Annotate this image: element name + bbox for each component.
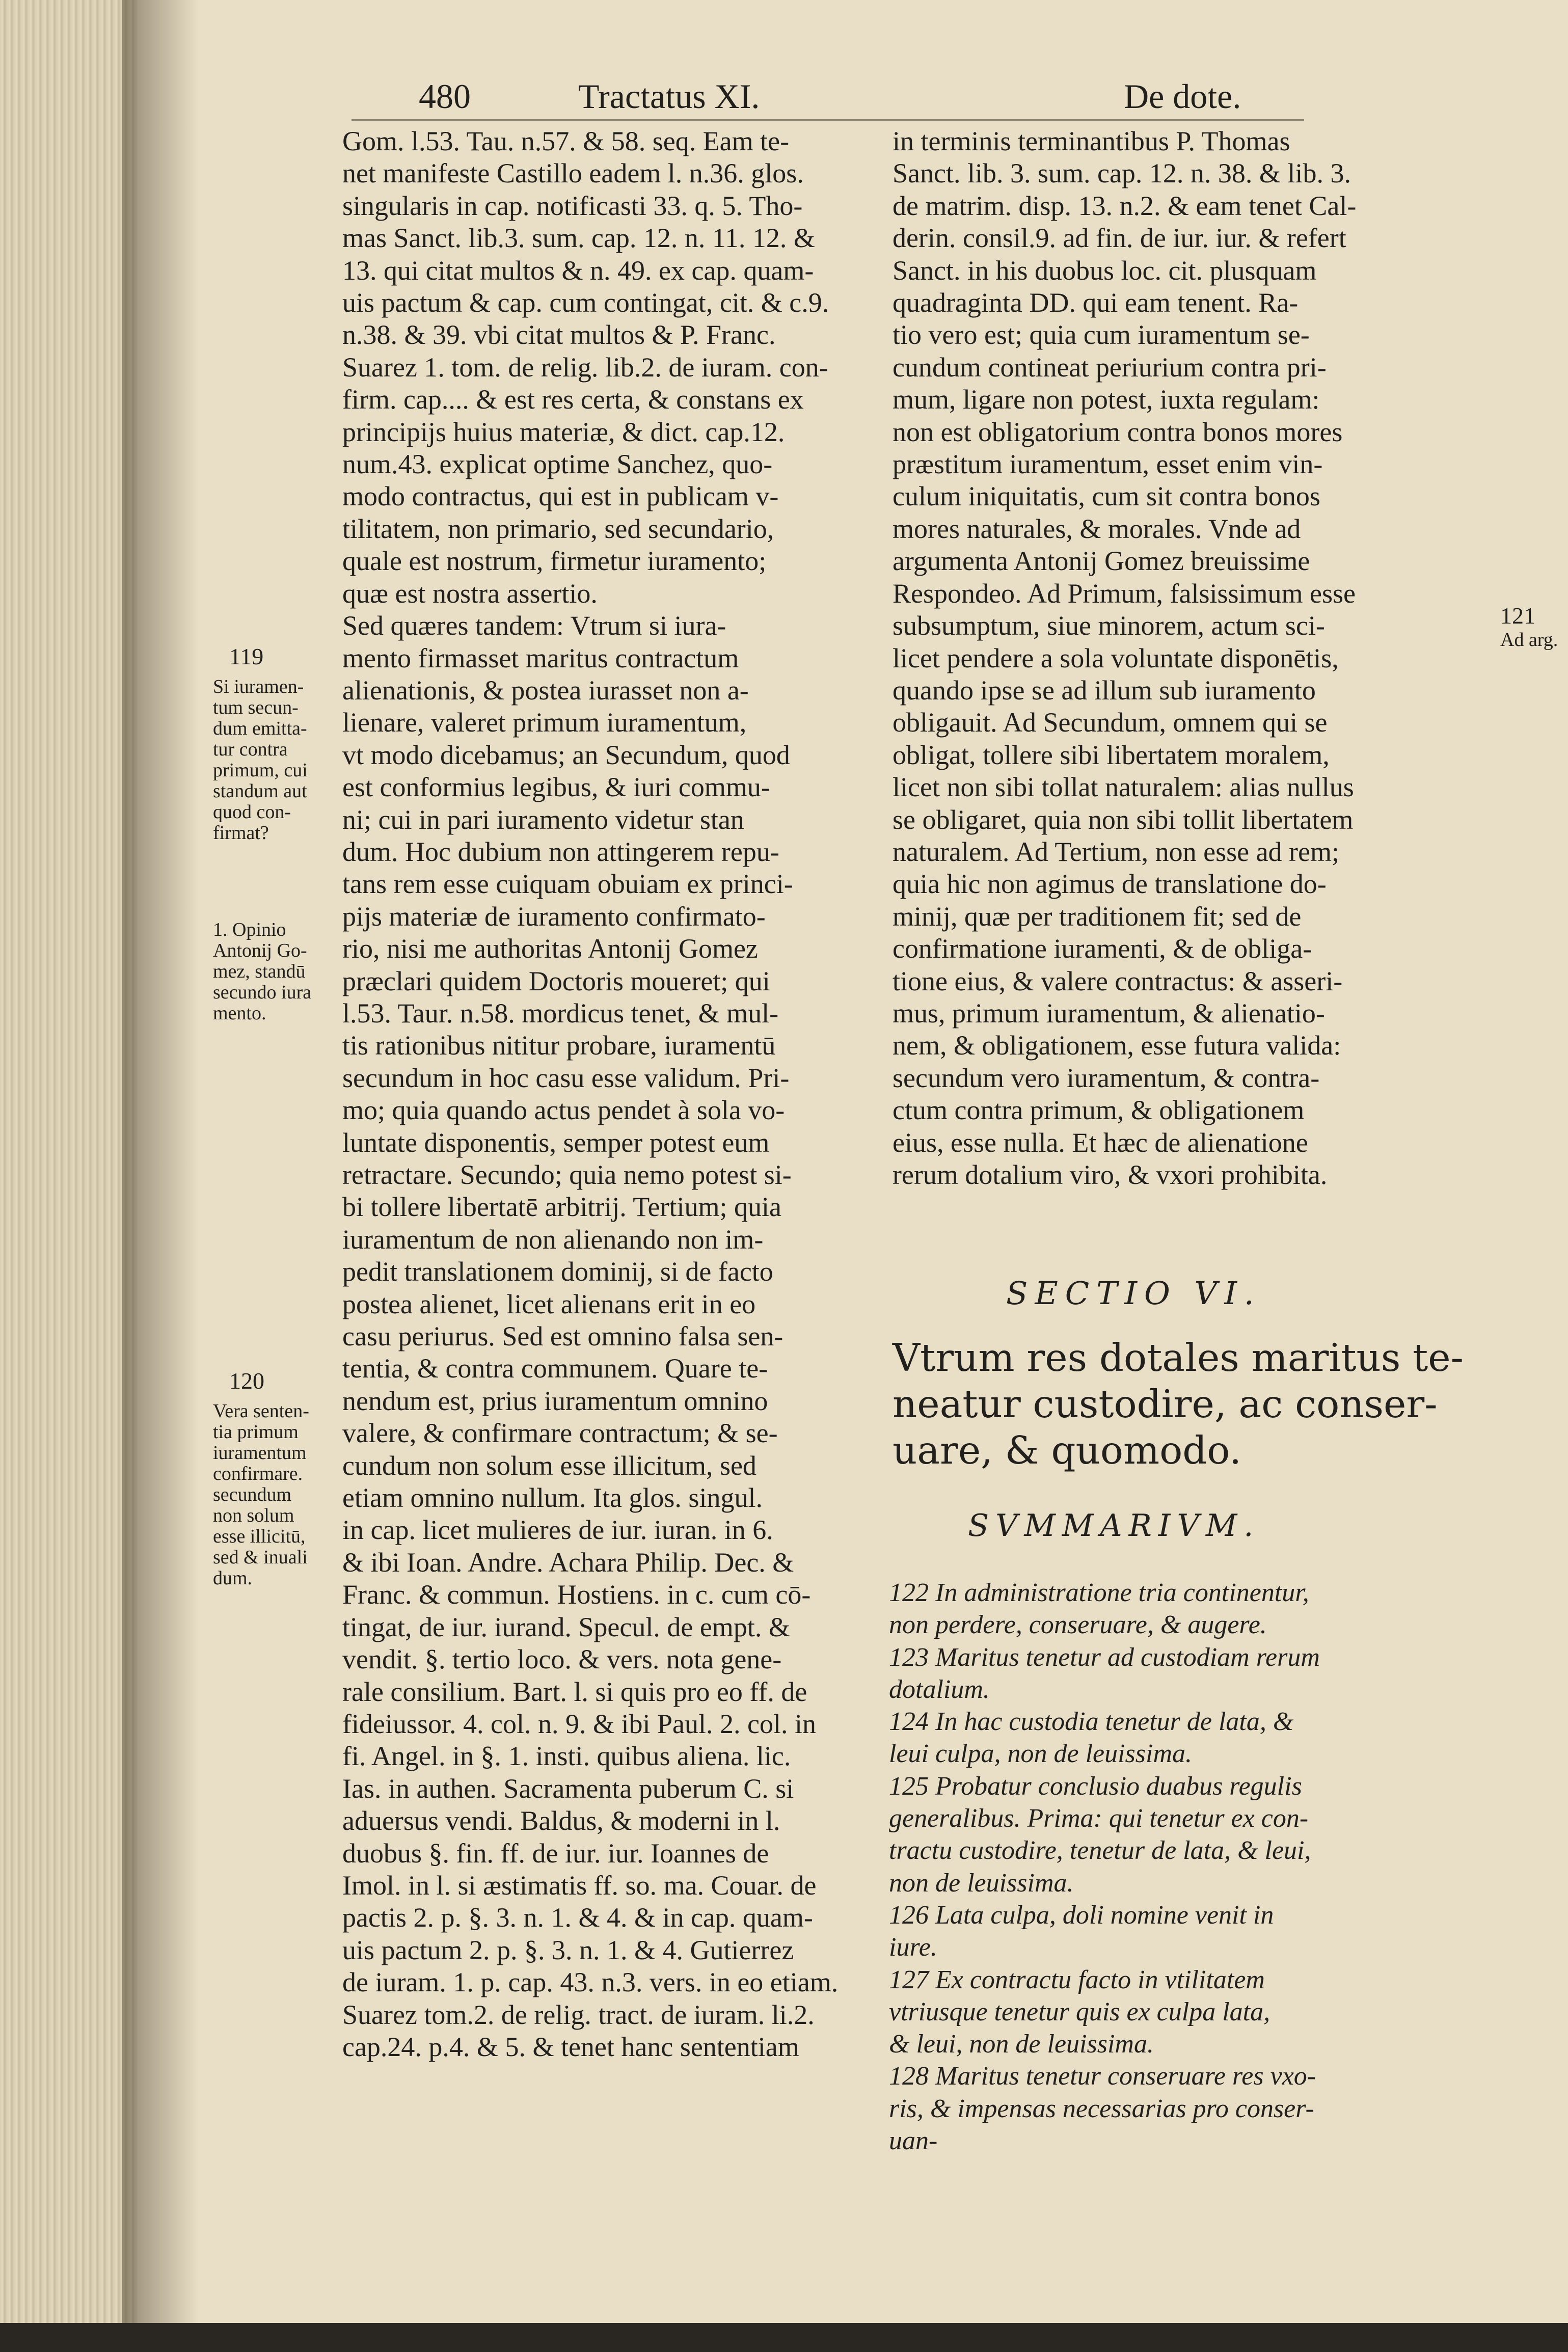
text-line: mus, primum iuramentum, & alienatio-: [893, 997, 1325, 1029]
text-line: valere, & confirmare contractum; & se-: [342, 1418, 778, 1449]
text-line: net manifeste Castillo eadem l. n.36. glos.: [342, 158, 804, 189]
margin-number-120: 120: [229, 1368, 264, 1394]
text-line: cundum contineat periurium contra pri-: [893, 352, 1327, 383]
text-line: culum iniquitatis, cum sit contra bonos: [893, 481, 1320, 512]
summary-line: 127 Ex contractu facto in vtilitatem: [889, 1965, 1265, 1994]
text-line: alienationis, & postea iurasset non a-: [342, 674, 749, 706]
margin-note-line: primum, cui: [213, 760, 308, 781]
text-line: tans rem esse cuiquam obuiam ex princi-: [342, 869, 793, 900]
margin-note-line: mento.: [213, 1003, 266, 1024]
margin-note-line: secundo iura: [213, 982, 312, 1003]
text-line: licet non sibi tollat naturalem: alias nullus: [893, 772, 1354, 803]
text-line: singularis in cap. notificasti 33. q. 5. Tho-: [342, 190, 803, 221]
text-line: Imol. in l. si æstimatis ff. so. ma. Couar. de: [342, 1870, 817, 1901]
text-line: tione eius, & valere contractus: & asseri-: [893, 965, 1343, 996]
margin-note-line: Si iuramen-: [213, 676, 304, 697]
text-line: num.43. explicat optime Sanchez, quo-: [342, 449, 773, 480]
text-line: minij, quæ per traditionem fit; sed de: [893, 901, 1302, 932]
text-line: rerum dotalium viro, & vxori prohibita.: [893, 1159, 1328, 1190]
text-line: in terminis terminantibus P. Thomas: [893, 126, 1290, 156]
summary-line: ris, & impensas necessarias pro conser-: [889, 2094, 1314, 2123]
summary-line: leui culpa, non de leuissima.: [889, 1739, 1193, 1769]
text-line: præstitum iuramentum, esset enim vin-: [893, 449, 1323, 480]
text-line: duobus §. fin. ff. de iur. iur. Ioannes de: [342, 1837, 769, 1869]
text-line: non est obligatorium contra bonos mores: [893, 416, 1343, 447]
text-line: mum, ligare non potest, iuxta regulam:: [893, 384, 1320, 415]
text-line: nendum est, prius iuramentum omnino: [342, 1385, 768, 1416]
text-line: Sed quæres tandem: Vtrum si iura-: [342, 610, 726, 641]
text-line: licet pendere a sola voluntate disponētis,: [893, 642, 1339, 673]
summary-heading: SVMMARIVM.: [968, 1508, 1260, 1544]
text-line: n.38. & 39. vbi citat multos & P. Franc.: [342, 319, 776, 350]
text-line: quando ipse se ad illum sub iuramento: [893, 674, 1316, 706]
text-line: pedit translationem dominij, si de facto: [342, 1256, 773, 1287]
text-line: cundum non solum esse illicitum, sed: [342, 1450, 756, 1481]
section-title: [893, 1335, 1464, 1474]
text-line: lienare, valeret primum iuramentum,: [342, 707, 747, 738]
page-stack-edge: [0, 0, 138, 2352]
text-line: secundum vero iuramentum, & contra-: [893, 1062, 1320, 1093]
margin-note-120: [213, 1401, 309, 1589]
summary-line: iure.: [889, 1933, 937, 1962]
text-line: modo contractus, qui est in publicam v-: [342, 481, 779, 512]
text-line: retractare. Secundo; quia nemo potest si-: [342, 1159, 792, 1190]
margin-note-line: 1. Opinio: [213, 919, 286, 940]
margin-note-line: mez, standū: [213, 961, 306, 982]
margin-note-line: standum aut: [213, 780, 307, 802]
text-line: mores naturales, & morales. Vnde ad: [893, 513, 1301, 544]
summary-line: 123 Maritus tenetur ad custodiam rerum: [889, 1642, 1320, 1672]
text-line: Franc. & commun. Hostiens. in c. cum cō-: [342, 1579, 811, 1610]
text-line: postea alienet, licet alienans erit in eo: [342, 1288, 756, 1319]
text-line: luntate disponentis, semper potest eum: [342, 1127, 770, 1158]
text-line: quale est nostrum, firmetur iuramento;: [342, 546, 767, 577]
margin-note-line: tia primum: [213, 1421, 299, 1443]
text-line: uis pactum & cap. cum contingat, cit. & c.9.: [342, 287, 829, 318]
text-line: nem, & obligationem, esse futura valida:: [893, 1030, 1341, 1061]
summary-line: 128 Maritus tenetur conseruare res vxo-: [889, 2062, 1316, 2091]
text-line: firm. cap.... & est res certa, & constans ex: [342, 384, 804, 415]
text-line: Suarez tom.2. de relig. tract. de iuram. li.2.: [342, 1999, 815, 2030]
text-line: obligauit. Ad Secundum, omnem qui se: [893, 707, 1328, 738]
margin-note-119: [213, 677, 308, 844]
margin-note-line: Vera senten-: [213, 1400, 309, 1422]
header-rule: [352, 119, 1304, 121]
text-line: rio, nisi me authoritas Antonij Gomez: [342, 933, 758, 964]
running-head-topic: De dote.: [1124, 77, 1241, 116]
margin-note-opinio: [213, 920, 311, 1024]
text-line: Sanct. in his duobus loc. cit. plusquam: [893, 255, 1317, 286]
margin-note-line: esse illicitū,: [213, 1526, 306, 1547]
section-title-line: Vtrum res dotales maritus te-: [893, 1335, 1464, 1380]
text-line: secundum in hoc casu esse validum. Pri-: [342, 1062, 790, 1093]
text-line: fideiussor. 4. col. n. 9. & ibi Paul. 2. col. in: [342, 1708, 816, 1739]
text-line: subsumptum, siue minorem, actum sci-: [893, 610, 1325, 641]
margin-note-line: sed & inuali: [213, 1547, 308, 1568]
text-line: quia hic non agimus de translatione do-: [893, 869, 1327, 900]
summary-line: 125 Probatur conclusio duabus regulis: [889, 1771, 1302, 1801]
text-line: argumenta Antonij Gomez breuissime: [893, 546, 1310, 577]
summary-line: 126 Lata culpa, doli nomine venit in: [889, 1900, 1274, 1930]
text-line: vendit. §. tertio loco. & vers. nota gene-: [342, 1644, 782, 1675]
text-line: ctum contra primum, & obligationem: [893, 1095, 1305, 1126]
text-line: naturalem. Ad Tertium, non esse ad rem;: [893, 836, 1339, 867]
section-heading: SECTIO VI.: [1006, 1275, 1261, 1312]
margin-note-line: Antonij Go-: [213, 940, 307, 961]
right-text-column: [893, 125, 1356, 1191]
gutter-shadow: [122, 0, 199, 2352]
summary-line: non perdere, conseruare, & augere.: [889, 1610, 1267, 1640]
text-line: mas Sanct. lib.3. sum. cap. 12. n. 11. 12. &: [342, 223, 815, 254]
margin-note-line: dum.: [213, 1567, 253, 1589]
margin-note-line: quod con-: [213, 801, 291, 823]
text-line: Gom. l.53. Tau. n.57. & 58. seq. Eam te-: [342, 126, 790, 156]
text-line: rale consilium. Bart. l. si quis pro eo ff. de: [342, 1676, 807, 1707]
text-line: tis rationibus nititur probare, iuramentū: [342, 1030, 776, 1061]
text-line: Sanct. lib. 3. sum. cap. 12. n. 38. & lib. 3.: [893, 158, 1351, 189]
summary-line: & leui, non de leuissima.: [889, 2030, 1154, 2059]
summary-line: uan-: [889, 2126, 938, 2156]
text-line: in cap. licet mulieres de iur. iuran. in 6.: [342, 1515, 773, 1546]
margin-note-line: tum secun-: [213, 697, 299, 718]
text-line: obligat, tollere sibi libertatem moralem,: [893, 739, 1330, 770]
text-line: tingat, de iur. iurand. Specul. de empt. &: [342, 1611, 790, 1642]
text-line: casu periurus. Sed est omnino falsa sen-: [342, 1321, 783, 1352]
running-head-tractatus: Tractatus XI.: [578, 77, 760, 116]
text-line: tentia, & contra communem. Quare te-: [342, 1353, 768, 1384]
summary-line: 124 In hac custodia tenetur de lata, &: [889, 1707, 1294, 1737]
text-line: Respondeo. Ad Primum, falsissimum esse: [893, 578, 1356, 609]
text-line: mo; quia quando actus pendet à sola vo-: [342, 1095, 785, 1126]
margin-note-line: iuramentum: [213, 1442, 307, 1464]
text-line: Suarez 1. tom. de relig. lib.2. de iuram. con-: [342, 352, 828, 383]
margin-note-line: dum emitta-: [213, 718, 307, 739]
text-line: vt modo dicebamus; an Secundum, quod: [342, 739, 790, 770]
text-line: aduersus vendi. Baldus, & moderni in l.: [342, 1805, 780, 1836]
text-line: iuramentum de non alienando non im-: [342, 1224, 764, 1255]
text-line: mento firmasset maritus contractum: [342, 642, 739, 673]
text-line: uis pactum 2. p. §. 3. n. 1. & 4. Gutierrez: [342, 1934, 794, 1965]
margin-note-line: secundum: [213, 1484, 292, 1505]
margin-note-121: Ad arg.: [1500, 629, 1558, 651]
text-line: se obligaret, quia non sibi tollit libertatem: [893, 804, 1354, 835]
text-line: l.53. Taur. n.58. mordicus tenet, & mul-: [342, 997, 779, 1029]
text-line: est conformius legibus, & iuri commu-: [342, 772, 770, 803]
text-line: quadraginta DD. qui eam tenent. Ra-: [893, 287, 1299, 318]
text-line: pijs materiæ de iuramento confirmato-: [342, 901, 766, 932]
summary-line: dotalium.: [889, 1674, 990, 1704]
text-line: cap.24. p.4. & 5. & tenet hanc sententiam: [342, 2031, 799, 2062]
summary-list: [889, 1577, 1320, 2157]
text-line: de iuram. 1. p. cap. 43. n.3. vers. in eo etiam.: [342, 1967, 839, 1998]
margin-number-119: 119: [229, 643, 264, 669]
text-line: derin. consil.9. ad fin. de iur. iur. & refert: [893, 223, 1346, 254]
text-line: præclari quidem Doctoris moueret; qui: [342, 965, 770, 996]
text-line: fi. Angel. in §. 1. insti. quibus aliena. lic.: [342, 1741, 791, 1772]
summary-line: tractu custodire, tenetur de lata, & leui,: [889, 1836, 1311, 1866]
margin-note-line: firmat?: [213, 822, 269, 844]
text-line: quæ est nostra assertio.: [342, 578, 598, 609]
margin-number-121: 121: [1500, 603, 1535, 629]
text-line: 13. qui citat multos & n. 49. ex cap. quam-: [342, 255, 814, 286]
section-title-line: uare, & quomodo.: [893, 1428, 1241, 1473]
scan-bottom-edge: [0, 2323, 1568, 2352]
summary-line: generalibus. Prima: qui tenetur ex con-: [889, 1804, 1309, 1833]
text-line: principijs huius materiæ, & dict. cap.12.: [342, 416, 785, 447]
page-number: 480: [419, 77, 471, 116]
section-title-line: neatur custodire, ac conser-: [893, 1382, 1438, 1426]
text-line: Ias. in authen. Sacramenta puberum C. si: [342, 1773, 794, 1804]
text-line: dum. Hoc dubium non attingerem repu-: [342, 836, 779, 867]
margin-note-line: non solum: [213, 1505, 294, 1526]
summary-line: 122 In administratione tria continentur,: [889, 1578, 1309, 1607]
text-line: ni; cui in pari iuramento videtur stan: [342, 804, 744, 835]
margin-note-line: confirmare.: [213, 1463, 303, 1484]
text-line: bi tollere libertatē arbitrij. Tertium; quia: [342, 1192, 781, 1223]
text-line: tilitatem, non primario, sed secundario,: [342, 513, 774, 544]
text-line: confirmatione iuramenti, & de obliga-: [893, 933, 1312, 964]
text-line: & ibi Ioan. Andre. Achara Philip. Dec. &: [342, 1547, 794, 1578]
summary-line: non de leuissima.: [889, 1868, 1074, 1898]
text-line: tio vero est; quia cum iuramentum se-: [893, 319, 1310, 350]
text-line: pactis 2. p. §. 3. n. 1. & 4. & in cap. quam-: [342, 1902, 813, 1933]
left-text-column: [342, 125, 838, 2063]
summary-line: vtriusque tenetur quis ex culpa lata,: [889, 1997, 1270, 2026]
text-line: de matrim. disp. 13. n.2. & eam tenet Cal-: [893, 190, 1357, 221]
text-line: etiam omnino nullum. Ita glos. singul.: [342, 1482, 763, 1513]
text-line: eius, esse nulla. Et hæc de alienatione: [893, 1127, 1308, 1158]
margin-note-line: tur contra: [213, 739, 288, 760]
